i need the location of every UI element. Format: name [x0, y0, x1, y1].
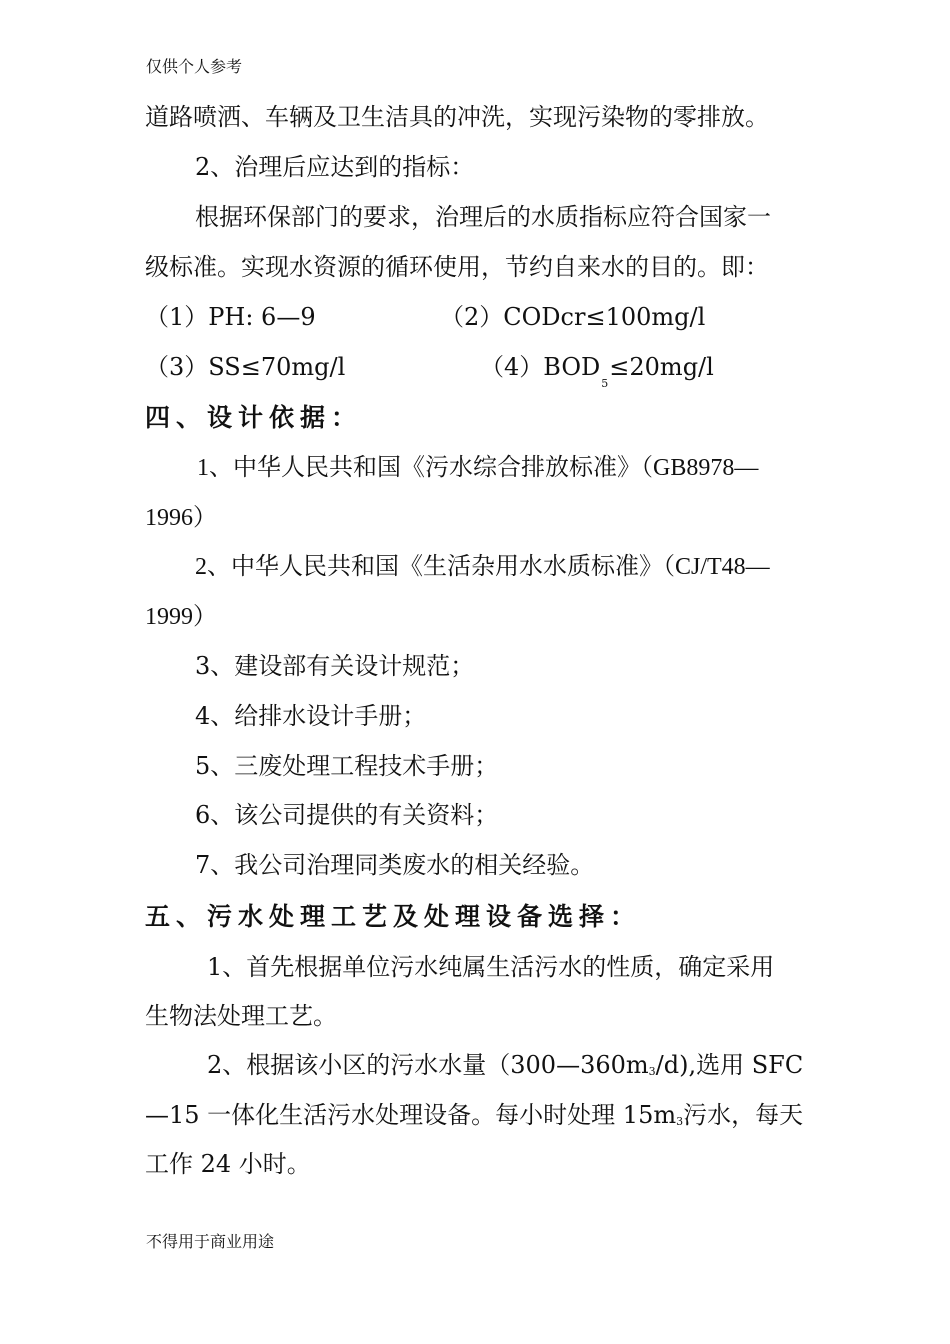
section-heading-4: 四、设计依据：	[145, 403, 363, 432]
paragraph-line: 道路喷洒、车辆及卫生洁具的冲洗，实现污染物的零排放。	[145, 103, 769, 131]
indicator-ss: （3）SS≤70mg/l	[145, 353, 346, 381]
superscript-3: 3	[648, 1065, 656, 1078]
basis-item-1-cont: 1996）	[145, 505, 217, 531]
superscript-3: 3	[676, 1115, 684, 1128]
indicator-bod-label: （4）BOD	[480, 353, 601, 381]
indicator-ph: （1）PH: 6—9	[145, 303, 316, 331]
basis-item-2: 2、中华人民共和国《生活杂用水水质标准》（CJ/T48—	[195, 554, 770, 580]
section-heading-5: 五、污水处理工艺及处理设备选择：	[145, 902, 642, 931]
paragraph-line: 级标准。实现水资源的循环使用，节约自来水的目的。即：	[145, 253, 769, 281]
indicator-bod-value: ≤20mg/l	[609, 353, 714, 381]
process-item-2-cont	[145, 1099, 803, 1136]
basis-item-3: 3、建设部有关设计规范；	[195, 652, 475, 680]
subscript-5: 5	[601, 377, 609, 390]
paragraph-line: 根据环保部门的要求，治理后的水质指标应符合国家一	[195, 203, 771, 231]
process-item-2-text: 2、根据该小区的污水水量（300—360m	[207, 1051, 649, 1079]
process-item-1-cont: 生物法处理工艺。	[145, 1002, 337, 1030]
section-item: 2、治理后应达到的指标：	[195, 153, 475, 181]
basis-item-1: 1、中华人民共和国《污水综合排放标准》（GB8978—	[197, 455, 759, 481]
indicator-bod	[480, 351, 714, 388]
process-item-2-cont-text: —15 一体化生活污水处理设备。每小时处理 15m	[145, 1101, 677, 1129]
process-item-1: 1、首先根据单位污水纯属生活污水的性质，确定采用	[207, 953, 775, 981]
process-item-2-cont2: 工作 24 小时。	[145, 1150, 311, 1178]
process-item-2	[207, 1049, 803, 1086]
basis-item-6: 6、该公司提供的有关资料；	[195, 801, 499, 829]
basis-item-4: 4、给排水设计手册；	[195, 702, 427, 730]
page-footer: 不得用于商业用途	[146, 1232, 275, 1251]
page-header: 仅供个人参考	[146, 57, 243, 76]
basis-item-2-cont: 1999）	[145, 604, 217, 630]
basis-item-7: 7、我公司治理同类废水的相关经验。	[195, 851, 595, 879]
indicator-codcr: （2）CODcr≤100mg/l	[440, 303, 706, 331]
basis-item-5: 5、三废处理工程技术手册；	[195, 752, 499, 780]
process-item-2-text-end: /d),选用 SFC	[655, 1051, 804, 1079]
process-item-2-cont-end: 污水，每天	[683, 1101, 804, 1129]
